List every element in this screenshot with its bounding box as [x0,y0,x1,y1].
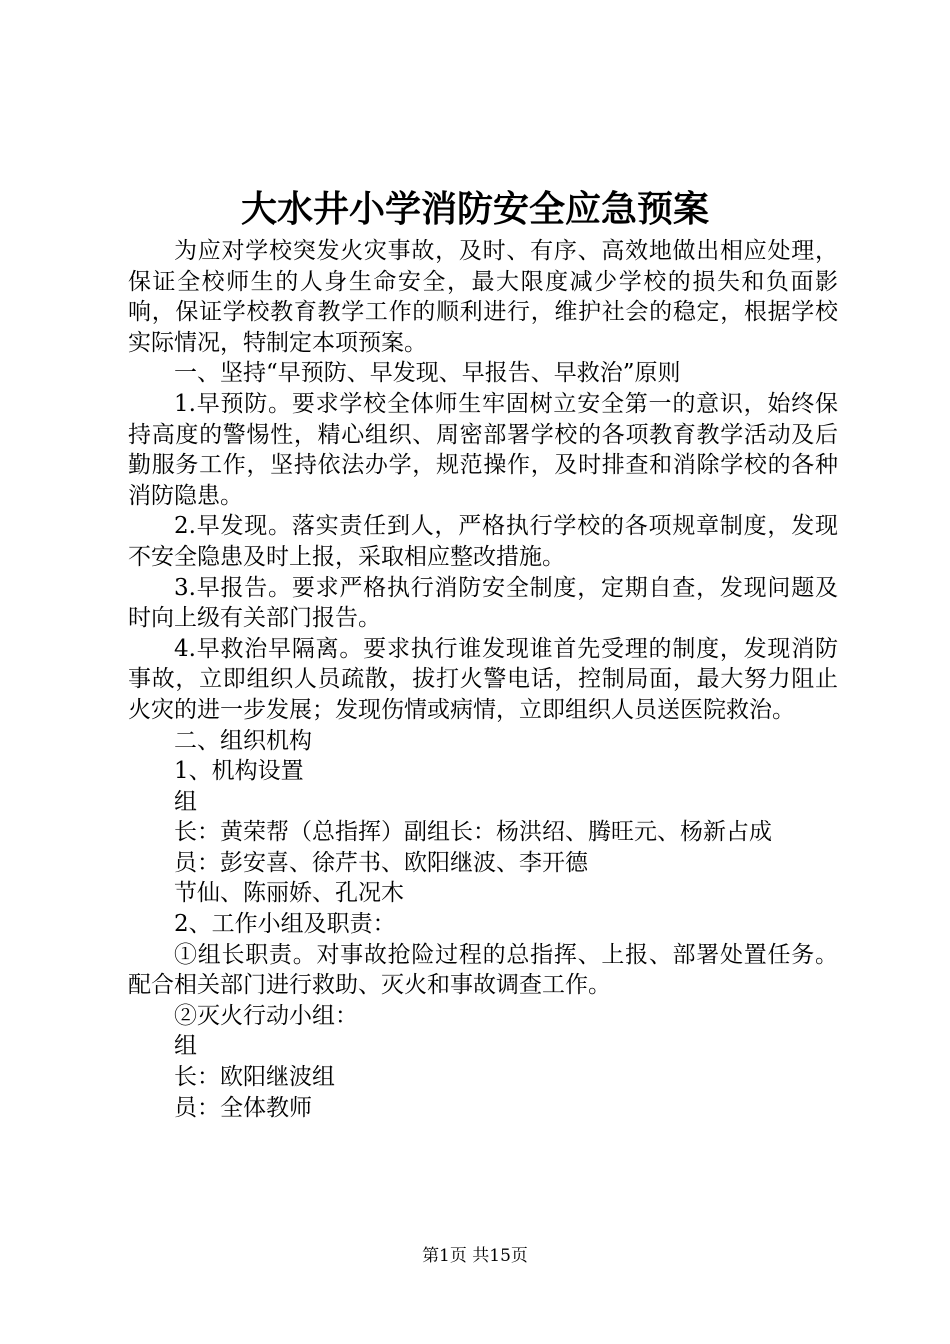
line-firefighting-members: 员：全体教师 [174,1094,312,1121]
paragraph-intro: 为应对学校突发火灾事故，及时、有序、高效地做出相应处理，保证全校师生的人身生命安全，最大限度减少学校的损失和负面影响，保证学校教育教学工作的顺利进行，维护社会的稳定，根据学校实际情况，特制定本项预案。 [128,238,838,356]
document-title: 大水井小学消防安全应急预案 [240,188,709,230]
page-footer: 第1页 共15页 [422,1246,528,1266]
paragraph-early-report: 3.早报告。要求严格执行消防安全制度，定期自查，发现问题及时向上级有关部门报告。 [128,574,838,632]
paragraph-leader-duties: ①组长职责。对事故抢险过程的总指挥、上报、部署处置任务。配合相关部门进行救助、灭火和事故调查工作。 [128,941,838,999]
line-members: 员：彭安喜、徐芹书、欧阳继波、李开德 [174,849,588,876]
paragraph-early-discovery: 2.早发现。落实责任到人，严格执行学校的各项规章制度，发现不安全隐患及时上报，采取相应整改措施。 [128,513,838,570]
paragraph-early-prevention: 1.早预防。要求学校全体师生牢固树立安全第一的意识，始终保持高度的警惕性，精心组织、周密部署学校的各项教育教学活动及后勤服务工作，坚持依法办学，规范操作，及时排查和消除学校的各种消防隐患。 [128,390,838,509]
line-group-label-2: 组 [174,1033,197,1060]
document-body [128,236,838,1123]
subheading-firefighting-group: ②灭火行动小组： [174,1002,358,1029]
section-heading-organization: 二、组织机构 [174,727,312,754]
line-firefighting-leader: 长：欧阳继波组 [174,1064,335,1091]
line-leaders: 长：黄荣帮（总指挥）副组长：杨洪绍、腾旺元、杨新占成 [174,819,772,846]
paragraph-early-treatment: 4.早救治早隔离。要求执行谁发现谁首先受理的制度，发现消防事故，立即组织人员疏散，拔打火警电话，控制局面，最大努力阻止火灾的进一步发展；发现伤情或病情，立即组织人员送医院救治。 [128,635,838,723]
line-group-label: 组 [174,788,197,815]
section-heading-principles: 一、坚持“早预防、早发现、早报告、早救治”原则 [174,360,681,387]
line-members-cont: 节仙、陈丽娇、孔况木 [174,880,404,907]
subheading-work-groups: 2、工作小组及职责： [174,911,396,938]
subheading-structure: 1、机构设置 [174,758,304,785]
